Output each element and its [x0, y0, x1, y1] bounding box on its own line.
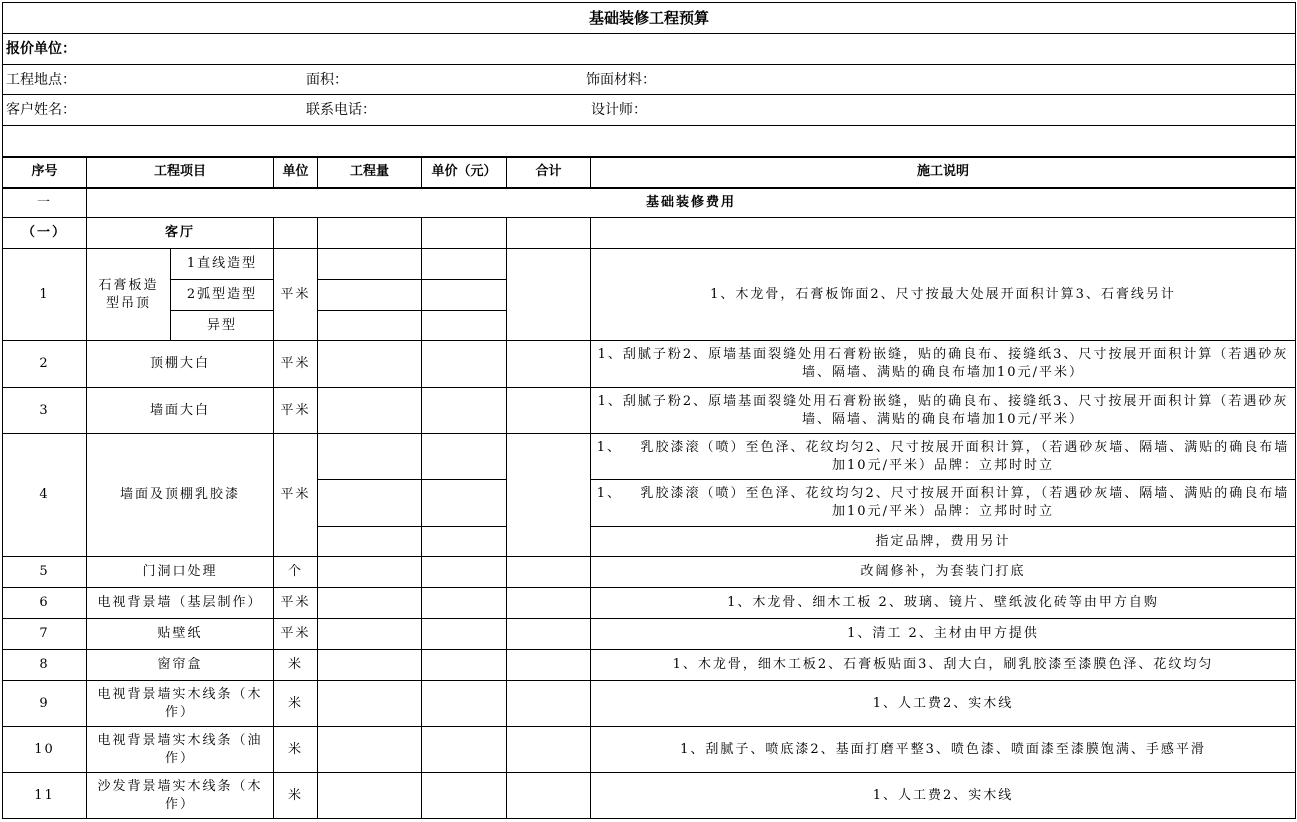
item-no: 2	[3, 341, 87, 388]
item-unit: 平米	[274, 249, 318, 341]
quantity-cell	[318, 681, 422, 727]
quantity-cell	[318, 557, 422, 588]
unit-price-cell	[422, 588, 507, 619]
sub-item-name: 2弧型造型	[171, 280, 274, 311]
unit-price-cell	[422, 434, 507, 480]
unit-price-cell	[422, 480, 507, 527]
item-description: 1、刮腻子、喷底漆2、基面打磨平整3、喷色漆、喷面漆至漆膜饱满、手感平滑	[591, 727, 1296, 773]
total-cell	[507, 388, 591, 434]
total-cell	[507, 557, 591, 588]
total-cell	[507, 434, 591, 557]
quantity-cell	[318, 527, 422, 557]
item-name: 墙面大白	[87, 388, 274, 434]
subsection-name: 客厅	[87, 218, 274, 249]
empty-row	[3, 126, 1296, 157]
header-quantity: 工程量	[318, 157, 422, 188]
item-no: 6	[3, 588, 87, 619]
unit-price-cell	[422, 341, 507, 388]
item-description: 1、刮腻子粉2、原墙基面裂缝处用石膏粉嵌缝，贴的确良布、接缝纸3、尺寸按展开面积计算（若遇砂灰墙、隔墙、满贴的确良布墙加10元/平米）	[591, 341, 1296, 388]
item-name: 石膏板造型吊顶	[87, 249, 171, 341]
header-total: 合计	[507, 157, 591, 188]
header-description: 施工说明	[591, 157, 1296, 188]
item-description: 指定品牌，费用另计	[591, 527, 1296, 557]
customer-info-row	[3, 95, 1296, 126]
item-unit: 平米	[274, 588, 318, 619]
unit-price-cell	[422, 681, 507, 727]
sub-item-name: 异型	[171, 311, 274, 341]
quantity-cell	[318, 249, 422, 280]
item-name: 贴壁纸	[87, 619, 274, 650]
item-description: 1、清工 2、主材由甲方提供	[591, 619, 1296, 650]
quantity-cell	[318, 773, 422, 819]
quantity-cell	[318, 218, 422, 249]
phone-label: 联系电话：	[306, 102, 376, 118]
quantity-cell	[318, 341, 422, 388]
quantity-cell	[318, 480, 422, 527]
item-no: 10	[3, 727, 87, 773]
customer-label: 客户姓名：	[6, 102, 76, 118]
header-unit: 单位	[274, 157, 318, 188]
item-description: 1、人工费2、实木线	[591, 681, 1296, 727]
item-name: 顶棚大白	[87, 341, 274, 388]
item-unit: 米	[274, 681, 318, 727]
item-description: 1、木龙骨、细木工板 2、玻璃、镜片、壁纸波化砖等由甲方自购	[591, 588, 1296, 619]
total-cell	[507, 773, 591, 819]
total-cell	[507, 650, 591, 681]
item-no: 1	[3, 249, 87, 341]
quote-unit-label: 报价单位：	[3, 34, 1296, 65]
header-item: 工程项目	[87, 157, 274, 188]
unit-price-cell	[422, 249, 507, 280]
total-cell	[507, 588, 591, 619]
item-name: 电视背景墙实木线条（木作）	[87, 681, 274, 727]
budget-sheet	[2, 2, 1296, 819]
item-description: 1、 乳胶漆滚（喷）至色泽、花纹均匀2、尺寸按展开面积计算，（若遇砂灰墙、隔墙、满贴的确良布墙加10元/平米）品牌：立邦时时立	[591, 480, 1296, 527]
section-name: 基础装修费用	[87, 188, 1296, 218]
site-label: 工程地点：	[6, 71, 76, 88]
area-label: 面积：	[306, 71, 348, 88]
total-cell	[507, 681, 591, 727]
item-name: 墙面及顶棚乳胶漆	[87, 434, 274, 557]
item-description: 1、人工费2、实木线	[591, 773, 1296, 819]
total-cell	[507, 341, 591, 388]
item-unit: 平米	[274, 388, 318, 434]
designer-label: 设计师：	[591, 102, 647, 118]
quantity-cell	[318, 388, 422, 434]
subsection-no: （一）	[3, 218, 87, 249]
quantity-cell	[318, 588, 422, 619]
item-no: 8	[3, 650, 87, 681]
unit-price-cell	[422, 619, 507, 650]
unit-price-cell	[422, 280, 507, 311]
unit-price-cell	[422, 773, 507, 819]
quantity-cell	[318, 727, 422, 773]
finish-material-label: 饰面材料：	[586, 71, 656, 88]
item-description: 1、 乳胶漆滚（喷）至色泽、花纹均匀2、尺寸按展开面积计算，（若遇砂灰墙、隔墙、满贴的确良布墙加10元/平米）品牌：立邦时时立	[591, 434, 1296, 480]
description-cell	[591, 218, 1296, 249]
item-unit: 米	[274, 727, 318, 773]
quantity-cell	[318, 434, 422, 480]
unit-price-cell	[422, 311, 507, 341]
item-no: 3	[3, 388, 87, 434]
unit-price-cell	[422, 527, 507, 557]
total-cell	[507, 249, 591, 341]
item-description: 改阔修补，为套装门打底	[591, 557, 1296, 588]
item-description: 1、刮腻子粉2、原墙基面裂缝处用石膏粉嵌缝，贴的确良布、接缝纸3、尺寸按展开面积计算（若遇砂灰墙、隔墙、满贴的确良布墙加10元/平米）	[591, 388, 1296, 434]
project-info-row	[3, 65, 1296, 95]
quantity-cell	[318, 650, 422, 681]
item-name: 沙发背景墙实木线条（木作）	[87, 773, 274, 819]
unit-price-cell	[422, 557, 507, 588]
total-cell	[507, 218, 591, 249]
unit-price-cell	[422, 650, 507, 681]
item-unit: 个	[274, 557, 318, 588]
item-description: 1、木龙骨，细木工板2、石膏板贴面3、刮大白，刷乳胶漆至漆膜色泽、花纹均匀	[591, 650, 1296, 681]
item-unit: 米	[274, 650, 318, 681]
item-name: 窗帘盒	[87, 650, 274, 681]
item-no: 5	[3, 557, 87, 588]
item-name: 电视背景墙（基层制作）	[87, 588, 274, 619]
unit-cell	[274, 218, 318, 249]
total-cell	[507, 727, 591, 773]
header-unit-price: 单价（元）	[422, 157, 507, 188]
item-no: 4	[3, 434, 87, 557]
section-no: 一	[3, 188, 87, 218]
unit-price-cell	[422, 218, 507, 249]
item-unit: 平米	[274, 341, 318, 388]
total-cell	[507, 619, 591, 650]
sheet-title: 基础装修工程预算	[3, 3, 1296, 34]
item-unit: 米	[274, 773, 318, 819]
item-no: 9	[3, 681, 87, 727]
sub-item-name: 1直线造型	[171, 249, 274, 280]
header-no: 序号	[3, 157, 87, 188]
unit-price-cell	[422, 727, 507, 773]
quantity-cell	[318, 311, 422, 341]
item-name: 门洞口处理	[87, 557, 274, 588]
item-unit: 平米	[274, 619, 318, 650]
item-description: 1、木龙骨，石膏板饰面2、尺寸按最大处展开面积计算3、石膏线另计	[591, 249, 1296, 341]
item-name: 电视背景墙实木线条（油作）	[87, 727, 274, 773]
item-unit: 平米	[274, 434, 318, 557]
item-no: 11	[3, 773, 87, 819]
quantity-cell	[318, 619, 422, 650]
quantity-cell	[318, 280, 422, 311]
unit-price-cell	[422, 388, 507, 434]
item-no: 7	[3, 619, 87, 650]
